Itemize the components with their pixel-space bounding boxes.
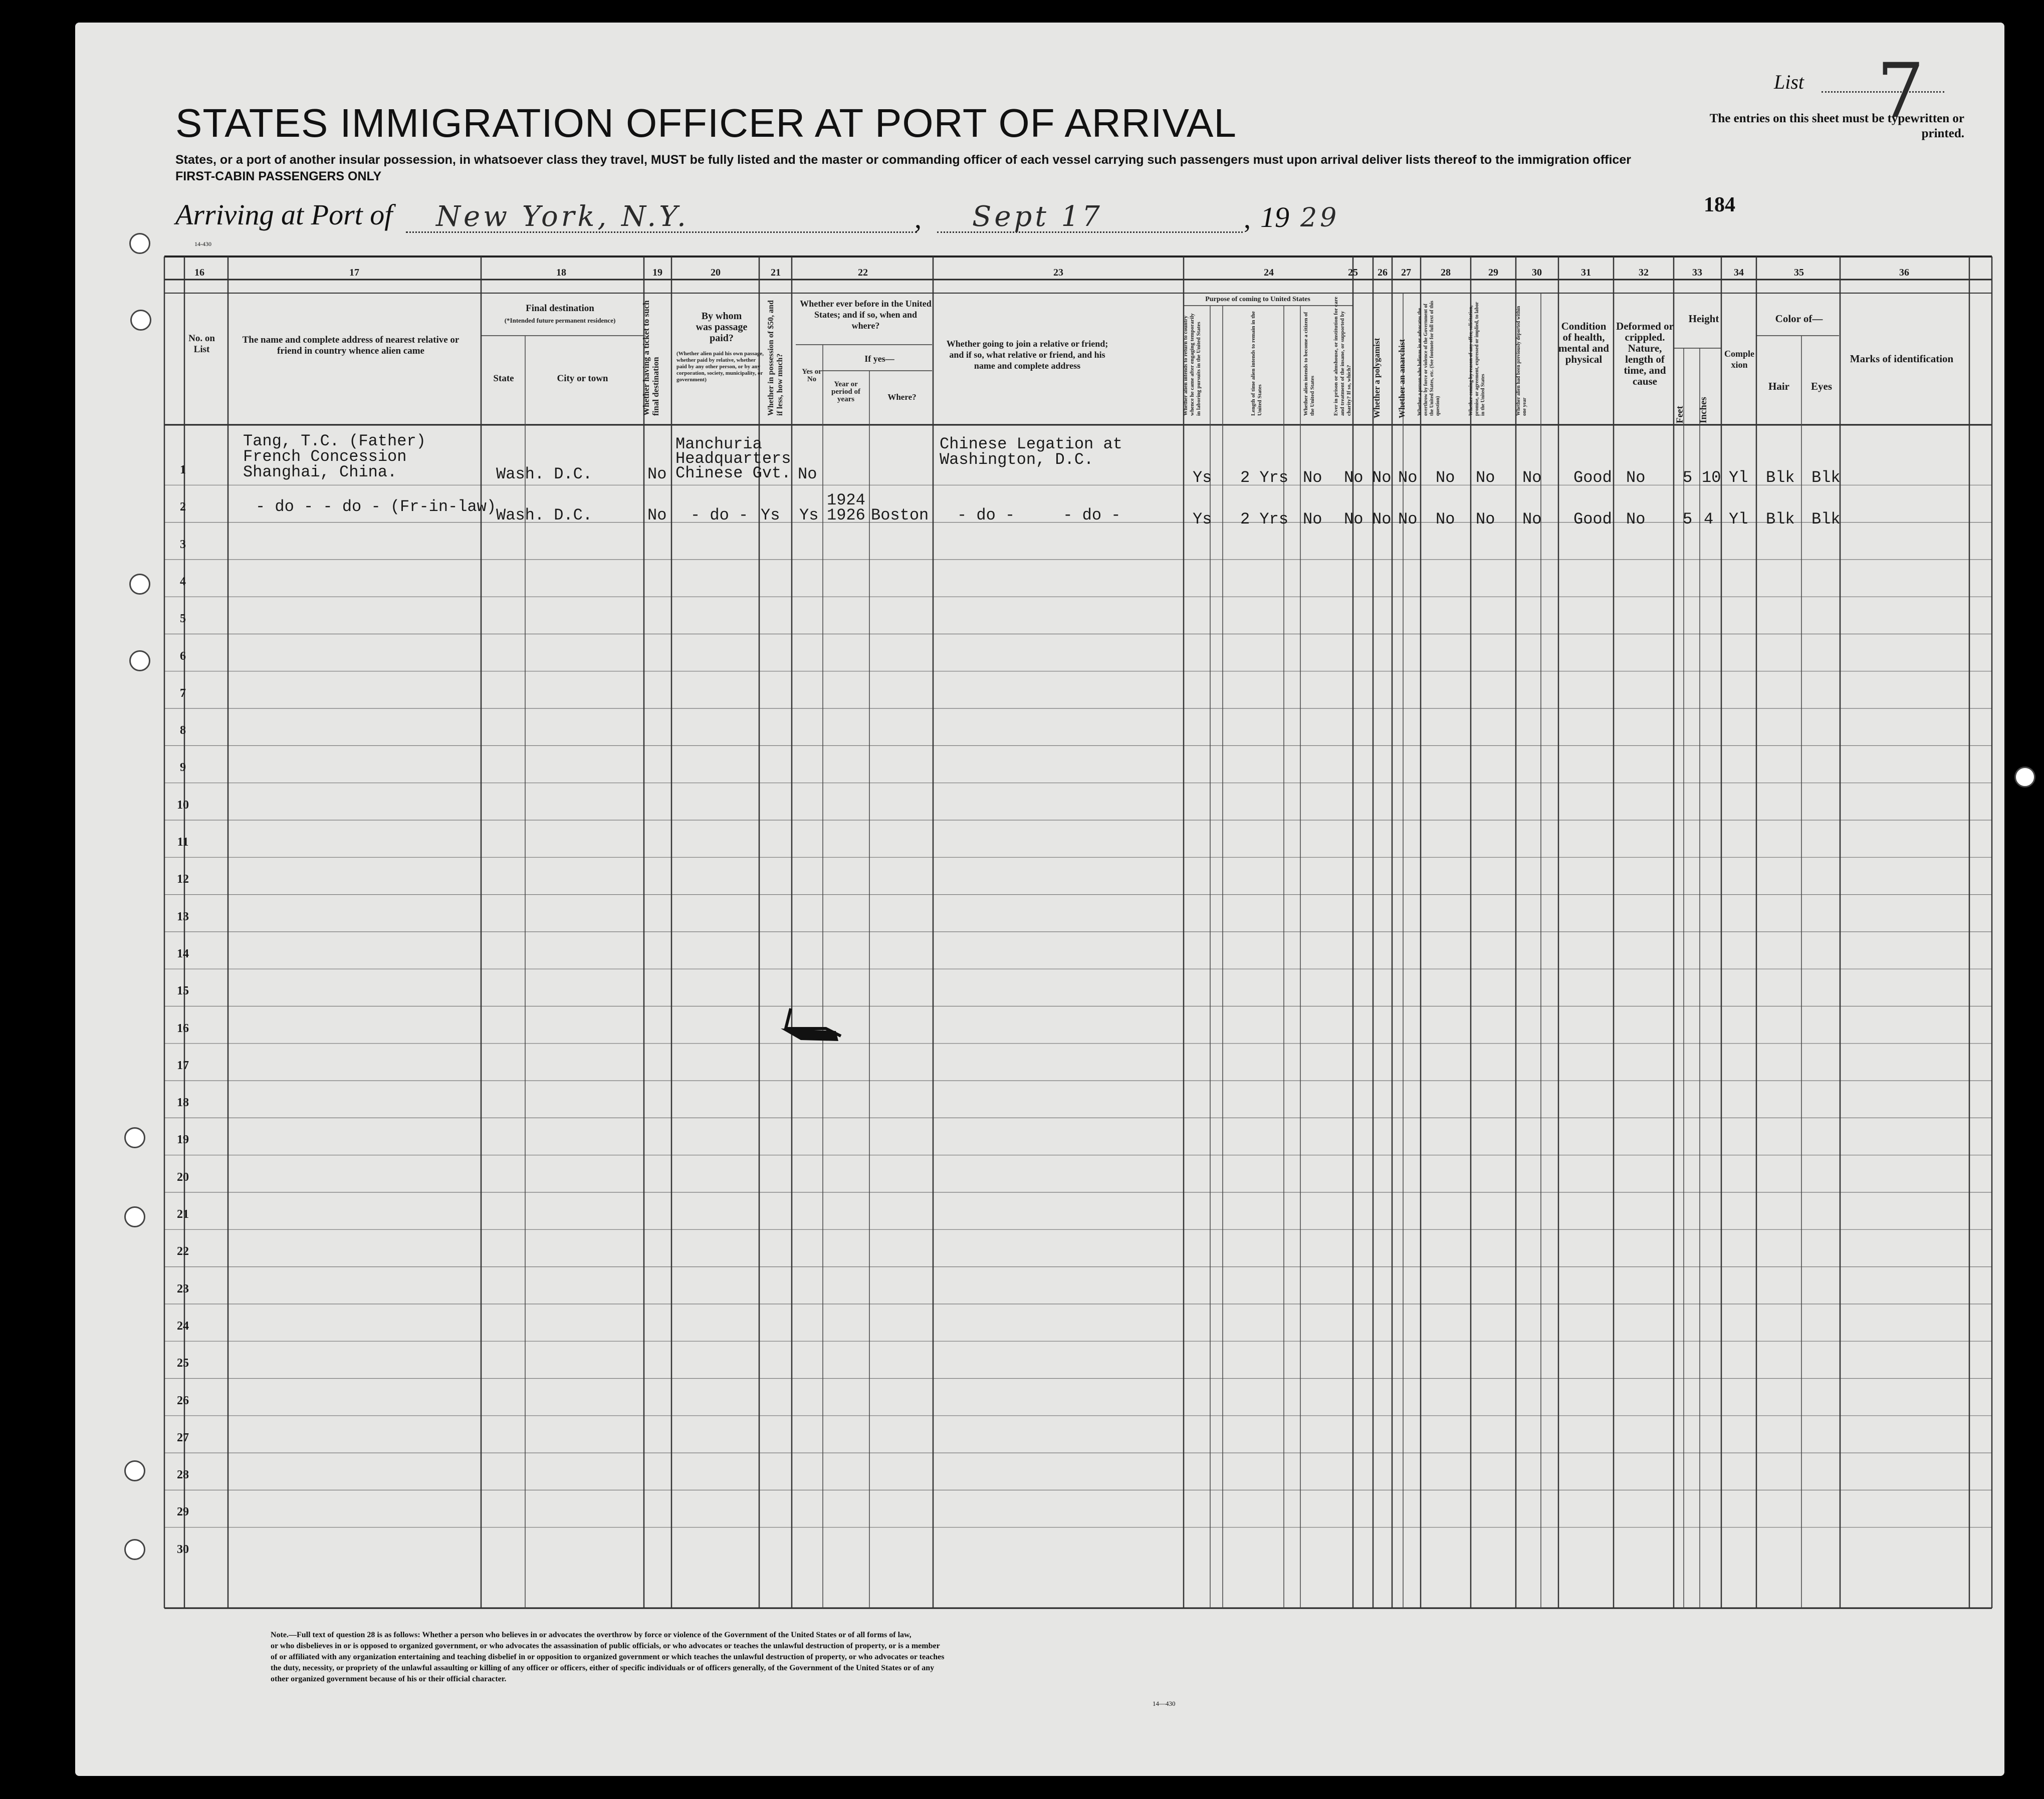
column-number: 32 [1639,267,1649,278]
row-number: 12 [177,873,189,886]
list-label: List [1774,71,1804,93]
header-prison: Ever in prison or almshouse, or institution for care and treatment of the insane, or supported by charity? If so, which? [1333,297,1352,416]
row-number: 25 [177,1357,189,1370]
row-number: 11 [177,836,189,849]
page-title: STATES IMMIGRATION OFFICER AT PORT OF ARRIVAL [175,101,1237,145]
column-number: 35 [1794,267,1804,278]
column-number: 21 [771,267,781,278]
r1-inches: 10 [1702,468,1721,487]
row-number: 29 [177,1505,189,1519]
arrival-date: Sept 17 [972,200,1103,233]
r2-inches: 4 [1704,510,1714,529]
sheet-instructions: The entries on this sheet must be typewritten or printed. [1709,112,1964,140]
header-complexion: Complexion [1724,349,1754,370]
column-number: 29 [1488,267,1498,278]
header-deported: Whether alien had been previously deported within one year [1516,306,1527,416]
header-feet: Feet [1675,406,1685,423]
header-final-destination: Final destination [526,303,594,314]
header-marks: Marks of identification [1850,353,1954,365]
footnote-line-4: the duty, necessity, or propriety of the unlawful assaulting or killing of any officer or officers, either of specific individuals or of officers generally, of the Government of the United States or of any [271,1664,935,1672]
header-if-yes: If yes— [864,354,894,364]
row-number: 26 [177,1394,189,1407]
column-number: 30 [1532,267,1542,278]
header-color: Color of— [1775,313,1823,325]
r2-year-1: 1924 [827,491,865,509]
column-number: 16 [194,267,204,278]
year-suffix: 29 [1300,203,1340,233]
r1-join-1: Chinese Legation at [940,435,1122,453]
header-going-to-join: Whether going to join a relative or friend; and if so, what relative or friend, and his name and complete address [946,339,1108,371]
footer-form-code: 14—430 [1153,1700,1176,1707]
regulation-statement: States, or a port of another insular possession, in whatsoever class they travel, MUST be fully listed and the master or commanding officer of each vessel carrying such passengers must upon arrival deliver lists thereof to the immigration officer [175,153,1631,167]
year-prefix: 19 [1260,201,1289,233]
row-number: 4 [180,575,186,588]
row-number: 28 [177,1468,189,1482]
r1-eyes: Blk [1811,468,1841,487]
punch-hole-icon [124,1206,145,1227]
row-number: 9 [180,761,186,775]
r2-anarchist: No [1398,510,1418,529]
r2-citizen: No [1303,510,1322,529]
column-number: 27 [1401,267,1411,278]
r2-ticket: No [647,506,667,525]
row-number: 30 [177,1543,189,1556]
comma: , [915,203,922,234]
r1-prison: No [1344,468,1364,487]
footnote-line-2: or who disbelieves in or is opposed to organized government, or who advocates the assassination of public officials, or who advocates or teaches the unlawful destruction of property, or is a member [271,1642,940,1650]
row-number: 1 [180,463,186,476]
r1-deported: No [1522,468,1542,487]
row-number: 5 [180,612,186,626]
punch-hole-icon [130,310,151,331]
header-no-on-list: No. on List [188,333,215,355]
r1-paid-2: Headquarters [675,449,791,468]
column-number: 31 [1581,267,1591,278]
r2-relative: - do - - do - (Fr-in-law) [256,497,497,516]
column-number: 19 [652,267,662,278]
header-yes-or-no: Yes or No [802,368,822,383]
row-number: 17 [177,1059,189,1072]
row-number: 6 [180,649,186,663]
header-purpose-citizen: Whether alien intends to become a citizen of the United States [1303,312,1315,416]
r2-polygamist: No [1372,510,1392,529]
row-number: 27 [177,1431,189,1444]
r2-state: Wash. D.C. [496,506,593,525]
stamp-number: 184 [1704,193,1735,216]
r1-offer: No [1476,468,1495,487]
punch-hole-icon [129,574,150,595]
header-hair: Hair [1768,380,1789,392]
header-eyes: Eyes [1811,380,1832,392]
row-number: 22 [177,1245,189,1258]
comma: , [1244,203,1251,234]
r2-deported: No [1522,510,1542,529]
r2-return: Ys [1193,510,1212,529]
column-number: 18 [556,267,566,278]
punch-hole-icon [124,1539,145,1560]
header-final-destination-note: (*Intended future permanent residence) [504,317,616,324]
r1-relative-address-2: Shanghai, China. [243,463,397,481]
column-number: 17 [349,267,359,278]
punch-hole-icon [129,233,150,254]
column-number: 34 [1734,267,1744,278]
column-number: 23 [1053,267,1063,278]
row-number: 3 [180,538,186,551]
r1-state: Wash. D.C. [496,465,593,483]
row-number: 24 [177,1319,189,1333]
header-possession-50: Whether in possession of $50, and if less, how much? [767,300,784,416]
row-number: 15 [177,984,189,998]
r1-return: Ys [1193,468,1212,487]
header-anarchist: Whether an anarchist [1397,339,1407,418]
row-number: 18 [177,1096,189,1110]
header-polygamist: Whether a polygamist [1372,338,1382,418]
punch-hole-icon [124,1460,145,1481]
header-ticket: Whether having a ticket to such final destination [641,300,660,416]
port-of-arrival: New York, N.Y. [436,200,689,233]
r1-citizen: No [1303,468,1322,487]
r2-health: Good [1573,510,1612,529]
r2-where: Boston [871,506,929,525]
class-line: FIRST-CABIN PASSENGERS ONLY [175,169,382,183]
header-state: State [493,373,514,384]
r1-feet: 5 [1683,468,1693,487]
footnote-line-3: of or affiliated with any organization entertaining and teaching disbelief in or opposition to organized government or which teaches the unlawful destruction of property, or who advocates or teaches [271,1653,945,1661]
r2-paid: - do - [691,506,749,525]
punch-hole-icon [2014,766,2035,788]
r2-overthrow: No [1436,510,1455,529]
r2-offer: No [1476,510,1495,529]
column-number: 25 [1348,267,1358,278]
header-passage-paid-note: (Whether alien paid his own passage, whether paid by relative, whether paid by any other person, or by any corporation, society, municipality, or government) [676,351,764,383]
r1-relative-address-1: French Concession [243,447,407,466]
r1-has-50: No [798,465,817,483]
header-year-period: Year or period of years [831,380,860,403]
header-overthrow: Whether a person who believes in or advocates the overthrow by force or violence of the Government of the United States, etc. (See footnote for full text of this question) [1417,301,1441,416]
row-number: 21 [177,1208,189,1221]
form-code: 14-430 [194,240,211,247]
r2-year-2: 1926 [827,506,865,525]
footnote-line-1: Note.—Full text of question 28 is as follows: Whether a person who believes in or advocates the overthrow by force or violence of the Government of the United States or of all forms of law, [271,1631,912,1639]
r2-has-50: Ys [761,506,780,525]
footnote-line-5: other organized government because of his or their official character. [271,1675,507,1683]
column-number: 28 [1441,267,1451,278]
punch-hole-icon [129,650,150,671]
row-number: 20 [177,1170,189,1184]
header-passage-paid: By whom was passage paid? [696,311,748,344]
column-number: 20 [711,267,721,278]
header-offer-to-labor: Whether coming by reason of any offer, solicitation, promise, or agreement, expressed or implied, to labor in the United States [1468,302,1486,416]
row-number: 23 [177,1282,189,1296]
row-number: 7 [180,686,186,700]
row-number: 2 [180,500,186,514]
r2-before: Ys [799,506,819,525]
header-health: Condition of health, mental and physical [1558,320,1609,365]
row-number: 16 [177,1021,189,1035]
row-number: 8 [180,724,186,737]
r1-complexion: Yl [1729,468,1748,487]
r1-deformed: No [1626,468,1646,487]
r1-overthrow: No [1436,468,1455,487]
header-inches: Inches [1698,397,1709,423]
header-nearest-relative: The name and complete address of nearest relative or friend in country whence alien came [242,335,460,356]
r1-relative-name: Tang, T.C. (Father) [243,432,426,450]
r2-eyes: Blk [1811,510,1841,529]
header-deformed: Deformed or crippled. Nature, length of time, and cause [1616,320,1674,387]
header-purpose-return: Whether alien intends to return to country whence he came after engaging temporarily in laboring pursuits in the United States [1183,313,1202,416]
r1-health: Good [1573,468,1612,487]
column-number: 26 [1378,267,1388,278]
ink-mark [771,1006,846,1044]
column-number: 22 [858,267,868,278]
r1-join-2: Washington, D.C. [940,450,1094,469]
r2-deformed: No [1626,510,1646,529]
row-number: 14 [177,947,189,960]
r2-feet: 5 [1683,510,1693,529]
header-where: Where? [887,392,917,402]
r1-hair: Blk [1766,468,1795,487]
r1-paid-1: Manchuria [675,435,762,453]
row-number: 13 [177,910,189,923]
arriving-label: Arriving at Port of [175,198,393,231]
column-number: 24 [1264,267,1274,278]
header-before-in-us: Whether ever before in the United States; and if so, when and where? [800,299,932,331]
list-number: 7 [1877,48,1928,135]
r1-length: 2 Yrs [1240,468,1289,487]
row-number: 10 [177,798,189,812]
header-city: City or town [557,373,608,384]
header-height: Height [1688,313,1719,325]
column-number: 33 [1692,267,1702,278]
column-number: 36 [1899,267,1909,278]
r2-hair: Blk [1766,510,1795,529]
r1-ticket: No [647,465,667,483]
header-purpose: Purpose of coming to United States [1205,296,1310,303]
r2-length: 2 Yrs [1240,510,1289,529]
r2-join: - do - - do - [957,506,1121,525]
r1-anarchist: No [1398,468,1418,487]
r2-complexion: Yl [1729,510,1748,529]
header-purpose-length: Length of time alien intends to remain in the United States [1250,311,1263,416]
punch-hole-icon [124,1127,145,1148]
r1-paid-3: Chinese Gvt. [675,464,791,482]
row-number: 19 [177,1133,189,1147]
r1-polygamist: No [1372,468,1392,487]
r2-prison: No [1344,510,1364,529]
